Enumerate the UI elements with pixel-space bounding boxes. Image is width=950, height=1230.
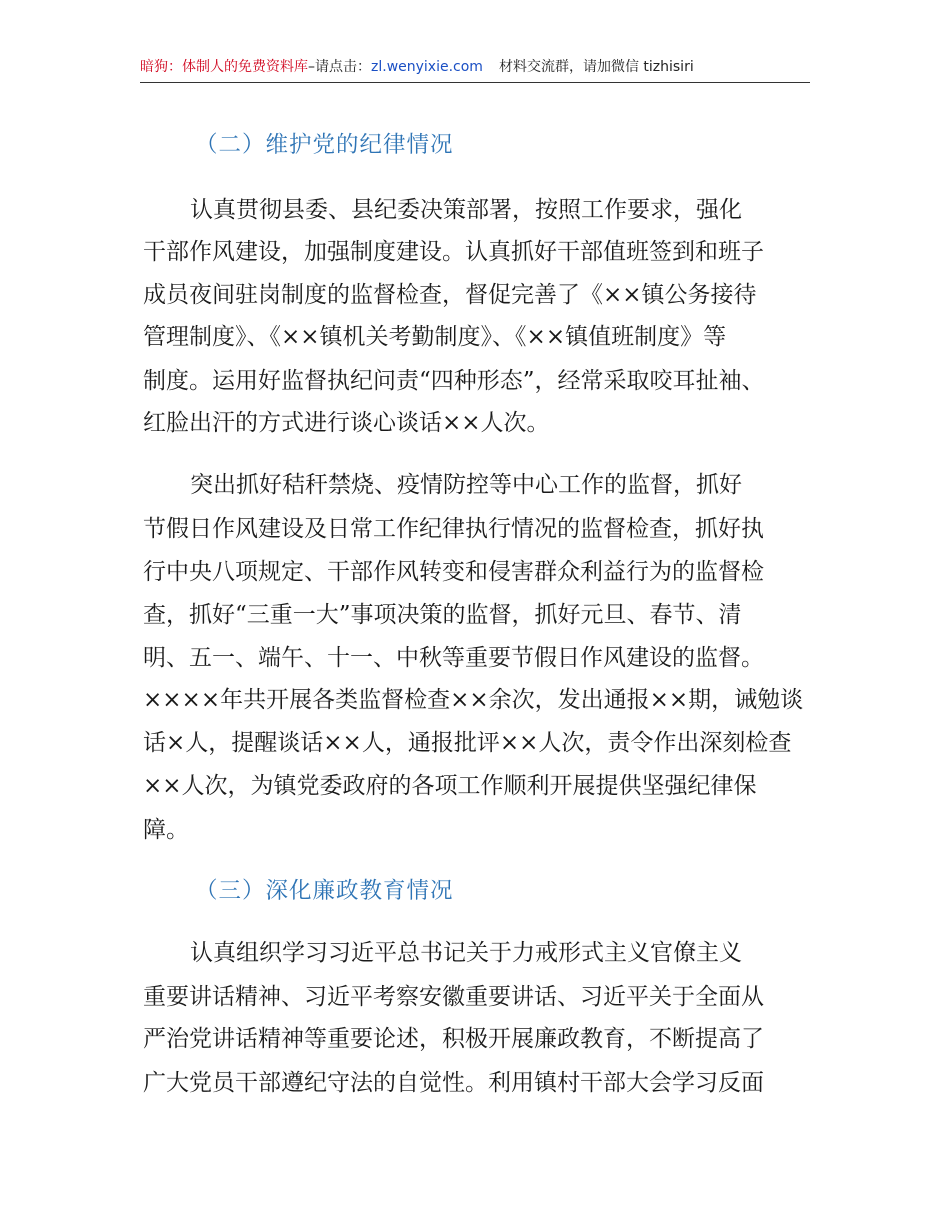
header-brand: 暗狗：体制人的免费资料库: [140, 59, 308, 75]
para1-line: 制度。运用好监督执纪问责“四种形态”，经常采取咬耳扯袖、: [143, 368, 765, 394]
para3-line: 认真组织学习习近平总书记关于力戒形式主义官僚主义: [190, 940, 742, 966]
para2-line: 节假日作风建设及日常工作纪律执行情况的监督检查，抓好执: [143, 516, 764, 542]
para2-line: 行中央八项规定、干部作风转变和侵害群众利益行为的监督检: [143, 559, 764, 585]
section-heading-3: （三）深化廉政教育情况: [195, 878, 454, 904]
para2-line: 明、五一、端午、十一、中秋等重要节假日作风建设的监督。: [143, 645, 764, 671]
header-contact: 材料交流群，请加微信 tizhisiri: [498, 59, 694, 75]
para2-line: ××人次，为镇党委政府的各项工作顺利开展提供坚强纪律保: [143, 773, 757, 799]
para3-line: 重要讲话精神、习近平考察安徽重要讲话、习近平关于全面从: [143, 984, 764, 1010]
para2-line: 障。: [143, 817, 189, 843]
para1-line: 成员夜间驻岗制度的监督检查，督促完善了《××镇公务接待: [143, 282, 757, 308]
header-url-link[interactable]: zl.wenyixie.com: [371, 59, 483, 75]
page-header: [140, 56, 810, 83]
para1-line: 红脸出汗的方式进行谈心谈话××人次。: [143, 410, 550, 436]
para2-line: 突出抓好秸秆禁烧、疫情防控等中心工作的监督，抓好: [190, 472, 742, 498]
para3-line: 严治党讲话精神等重要论述，积极开展廉政教育，不断提高了: [143, 1026, 764, 1052]
para1-line: 认真贯彻县委、县纪委决策部署，按照工作要求，强化: [190, 197, 742, 223]
header-click-label: –请点击：: [308, 59, 371, 75]
para2-line: 话×人，提醒谈话××人，通报批评××人次，责令作出深刻检查: [143, 730, 792, 756]
para2-line: ××××年共开展各类监督检查××余次，发出通报××期，诫勉谈: [143, 687, 804, 713]
para1-line: 干部作风建设，加强制度建设。认真抓好干部值班签到和班子: [143, 239, 764, 265]
para3-line: 广大党员干部遵纪守法的自觉性。利用镇村干部大会学习反面: [143, 1070, 764, 1096]
section-heading-2: （二）维护党的纪律情况: [195, 132, 454, 158]
para2-line: 查，抓好“三重一大”事项决策的监督，抓好元旦、春节、清: [143, 602, 742, 628]
para1-line: 管理制度》、《××镇机关考勤制度》、《××镇值班制度》等: [143, 324, 727, 350]
